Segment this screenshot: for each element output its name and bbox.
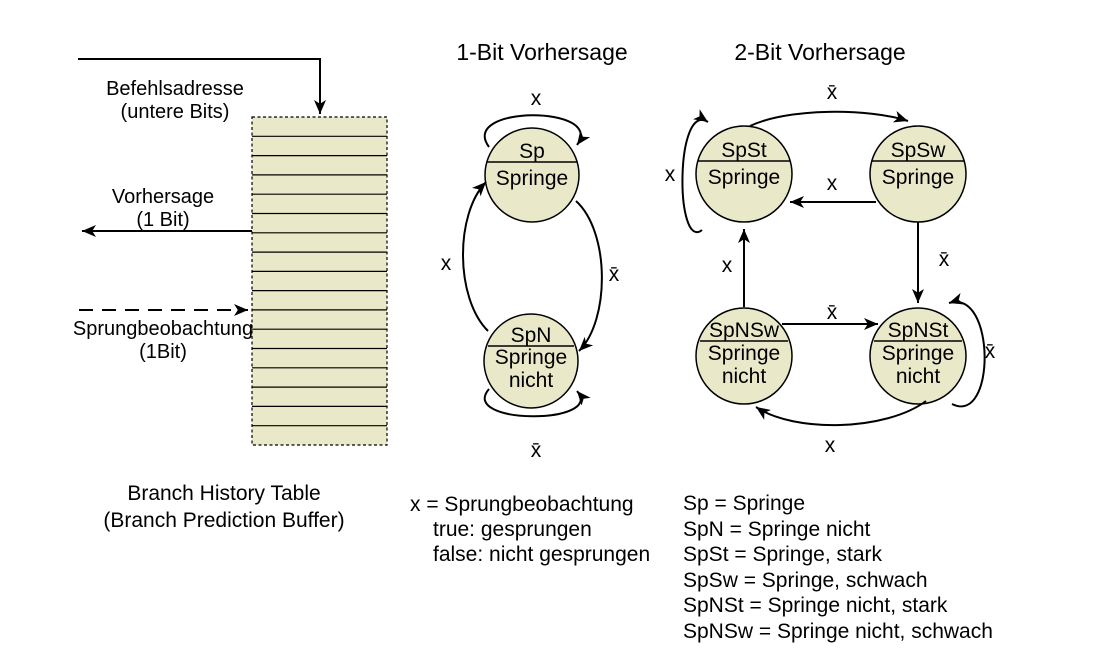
fsm2-state-spnsw (696, 308, 792, 404)
fsm1-state-sp (485, 128, 579, 222)
state-name-spnsw-line2: nicht (721, 365, 767, 388)
fsm2-mid2-label: x̄ (826, 301, 838, 324)
legend-x-line1: x = Sprungbeobachtung (410, 493, 634, 516)
address-label-line2: (untere Bits) (120, 101, 230, 123)
state-abbr-spnst: SpNSt (887, 319, 949, 342)
legend-state-sp: Sp = Springe (683, 492, 806, 515)
legend-state-spnst: SpNSt = Springe nicht, stark (683, 594, 948, 617)
fsm2-up-label: x (721, 254, 733, 277)
fsm1-selfloop-spn-label: x̄ (530, 439, 542, 462)
address-label-line1: Befehlsadresse (106, 78, 244, 100)
bht-caption-line2: (Branch Prediction Buffer) (103, 509, 345, 532)
fsm2-selfloop-spst-label: x (664, 163, 676, 186)
fsm2-bottom-label: x (824, 434, 836, 457)
state-abbr-spst: SpSt (721, 139, 767, 162)
state-abbr-spnsw: SpNSw (708, 319, 780, 342)
observation-label-line1: Sprungbeobachtung (72, 318, 254, 340)
state-name-spn-line1: Springe (494, 346, 568, 369)
observation-label-line2: (1Bit) (139, 341, 187, 363)
legend-state-spnsw: SpNSw = Springe nicht, schwach (683, 620, 993, 643)
fsm2-title: 2-Bit Vorhersage (734, 39, 906, 65)
state-name-spnsw-line1: Springe (707, 342, 781, 365)
fsm1-arc-down-label: x̄ (608, 263, 620, 286)
prediction-label-line1: Vorhersage (111, 186, 215, 208)
fsm1-arc-up-label: x (440, 252, 452, 275)
state-abbr-spn: SpN (510, 324, 552, 347)
state-name-sp: Springe (495, 167, 569, 190)
fsm2-down-label: x̄ (938, 248, 950, 271)
legend-state-spn: SpN = Springe nicht (683, 518, 871, 541)
state-name-spnst-line2: nicht (895, 365, 941, 388)
fsm1-title: 1-Bit Vorhersage (456, 39, 628, 65)
fsm2-selfloop-spnst-label: x̄ (984, 340, 996, 363)
prediction-label-line2: (1 Bit) (136, 209, 190, 231)
fsm2-mid-label: x (826, 172, 838, 195)
legend-state-spst: SpSt = Springe, stark (683, 543, 883, 566)
legend-state-spsw: SpSw = Springe, schwach (683, 569, 928, 592)
state-abbr-spsw: SpSw (890, 139, 946, 162)
fsm2-state-spst (696, 126, 792, 222)
legend-x-line3: false: nicht gesprungen (433, 543, 651, 566)
state-name-spsw: Springe (881, 166, 955, 189)
state-name-spn-line2: nicht (508, 369, 554, 392)
state-abbr-sp: Sp (519, 140, 545, 163)
fsm2-top-label: x̄ (826, 81, 838, 104)
bht-caption-line1: Branch History Table (127, 482, 321, 505)
state-name-spnst-line1: Springe (881, 342, 955, 365)
fsm2-state-spnst (870, 308, 966, 404)
legend-x-line2: true: gesprungen (433, 518, 592, 541)
fsm1-state-spn (484, 314, 578, 408)
fsm1-selfloop-sp-label: x (530, 87, 542, 110)
state-name-spst: Springe (707, 166, 781, 189)
fsm2-state-spsw (870, 126, 966, 222)
bht-table (252, 117, 387, 445)
